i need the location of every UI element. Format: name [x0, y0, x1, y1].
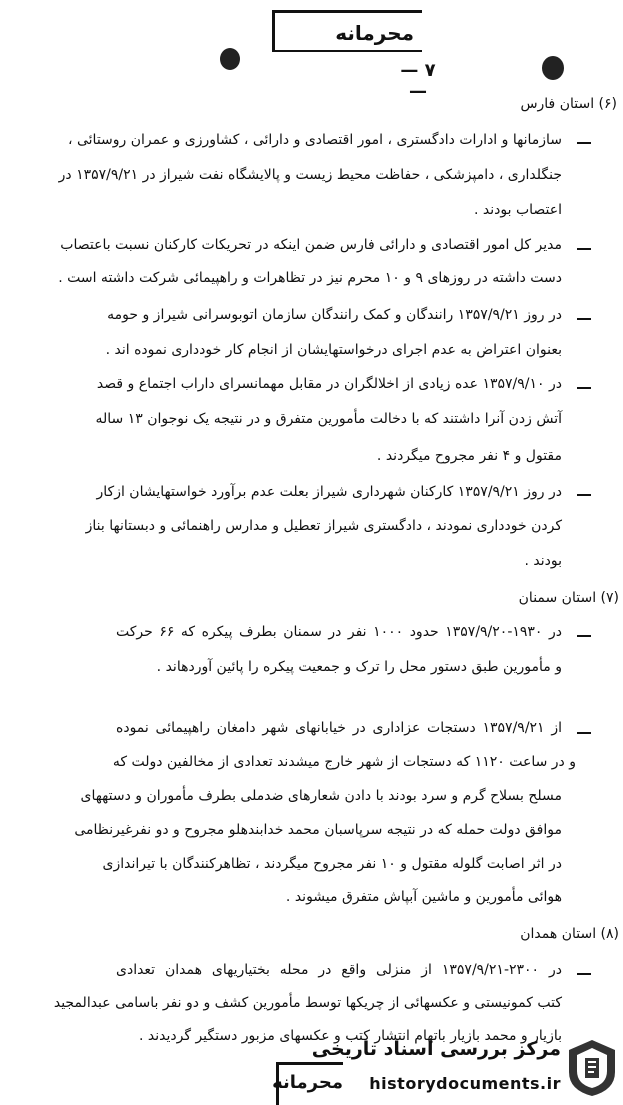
paragraph-line: در ۱۳۵۷/۹/۱۰ عده زیادی از اخلالگران در مقابل مهمانسرای داراب اجتماع و قصد: [96, 376, 562, 392]
classification-stamp-top: محرمانه: [272, 10, 422, 52]
bullet-dash: [577, 387, 591, 389]
paragraph-line: بعنوان اعتراض به عدم اجرای درخواستهایشان از انجام کار خودداری نموده اند .: [105, 342, 562, 358]
classification-stamp-bottom: محرمانه: [276, 1062, 343, 1105]
bullet-dash: [577, 142, 591, 144]
paragraph-line: در ۱۹۳۰-۱۳۵۷/۹/۲۰ حدود ۱۰۰۰ نفر در سمنان بطرف پیکره که ۶۶ حرکت: [116, 624, 562, 640]
paragraph-line: در اثر اصابت گلوله مقتول و ۱۰ نفر مجروح میگردند ، تظاهرکنندگان با تیراندازی: [102, 856, 562, 872]
paragraph-line: و مأمورین طبق دستور محل را ترک و جمعیت پیکره را پائین آوردهاند .: [156, 659, 562, 675]
page-number: — ۷ —: [400, 60, 436, 102]
paragraph-line: اعتصاب بودند .: [473, 202, 562, 218]
paragraph-line: کردن خودداری نمودند ، دادگستری شیراز تعطیل و مدارس راهنمائی و دبستانها بناز: [85, 518, 562, 534]
paragraph-line: دست داشته در روزهای ۹ و ۱۰ محرم نیز در تظاهرات و راهپیمائی شرکت داشته است .: [58, 270, 562, 286]
bullet-dash: [577, 494, 591, 496]
paragraph-line: کتب کمونیستی و عکسهائی از چریکها توسط مأمورین کشف و دو نفر باسامی عبدالمجید: [53, 995, 562, 1011]
bullet-dash: [577, 973, 591, 975]
watermark-logo: [311, 1032, 621, 1102]
punch-hole-right: [542, 56, 564, 80]
bullet-dash: [577, 318, 591, 320]
section-heading-semnan: (۷) استان سمنان: [518, 590, 619, 606]
paragraph-line: آتش زدن آنرا داشتند که با دخالت مأمورین متفرق و در نتیجه یک نوجوان ۱۳ ساله: [95, 411, 562, 427]
paragraph-line: هوائی مأمورین و ماشین آبپاش متفرق میشوند .: [285, 889, 562, 905]
bullet-dash: [577, 732, 591, 734]
paragraph-line: مسلح بسلاح گرم و سرد بودند با دادن شعارهای ضدملی بطرف مأموران و دستههای: [80, 788, 562, 804]
paragraph-line: در روز ۱۳۵۷/۹/۲۱ کارکنان شهرداری شیراز بعلت عدم برآورد خواستهایشان ازکار: [96, 484, 562, 500]
paragraph-line: بودند .: [524, 553, 562, 569]
bullet-dash: [577, 635, 591, 637]
section-heading-fars: (۶) استان فارس: [520, 96, 617, 112]
paragraph-line: مقتول و ۴ نفر مجروح میگردند .: [376, 448, 562, 464]
archive-seal-icon: [565, 1038, 619, 1098]
paragraph-line: موافق دولت حمله که در نتیجه سرپاسبان محمد خدابندهلو مجروح و دو نفرغیرنظامی: [74, 822, 562, 838]
paragraph-line: در روز ۱۳۵۷/۹/۲۱ رانندگان و کمک رانندگان سازمان اتوبوسرانی شیراز و حومه: [107, 307, 562, 323]
paragraph-line: بازیار و محمد بازیار باتهام انتشار کتب و عکسهای مزبور دستگیر گردیدند .: [138, 1028, 562, 1044]
paragraph-line: جنگلداری ، دامپزشکی ، حفاظت محیط زیست و پالایشگاه نفت شیراز در ۱۳۵۷/۹/۲۱ در: [58, 167, 562, 183]
logo-url: historydocuments.ir: [369, 1074, 561, 1093]
logo-title: مرکز بررسی اسناد تاریخی: [311, 1038, 561, 1060]
paragraph-line: از ۱۳۵۷/۹/۲۱ دستجات عزاداری در خیابانهای شهر دامغان راهپیمائی نموده: [116, 720, 562, 736]
paragraph-line: سازمانها و ادارات دادگستری ، امور اقتصادی و دارائی ، کشاورزی و عمران روستائی ،: [68, 132, 562, 148]
paragraph-line: مدیر کل امور اقتصادی و دارائی فارس ضمن اینکه در تحریکات کارکنان نسبت باعتصاب: [60, 237, 562, 253]
section-heading-hamadan: (۸) استان همدان: [520, 926, 619, 942]
bullet-dash: [577, 248, 591, 250]
punch-hole-left: [220, 48, 240, 70]
paragraph-line: و در ساعت ۱۱۲۰ که دستجات از شهر خارج میشدند تعدادی از مخالفین دولت که: [112, 754, 576, 770]
paragraph-line: در ۲۳۰۰-۱۳۵۷/۹/۲۱ از منزلی واقع در محله بختیاریهای همدان تعدادی: [116, 962, 562, 978]
